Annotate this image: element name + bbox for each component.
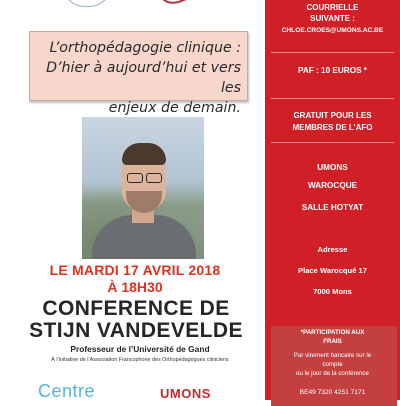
photo-hair [122,143,166,165]
address-city: 7000 Mons [313,287,352,296]
divider [271,98,394,99]
address-label: Adresse [317,245,348,254]
divider [271,142,394,143]
speaker-photo [82,117,204,259]
centre-logo: Centre [38,381,96,401]
free-line-1: GRATUIT POUR LES [293,111,372,120]
umons-logo-icon: UMONS [160,386,211,401]
contact-line-2: SUIVANTE : [310,14,355,23]
paf-price: PAF : 10 EUROS * [297,66,367,75]
payment-text-line-1: Par virement bancaire sur le [293,352,372,359]
venue-line-2: WAROCQUE [307,181,358,190]
info-sidebar [265,0,400,400]
title-line-2: D’hier à aujourd’hui et vers les [46,60,241,96]
event-time: À 18H30 [107,279,163,295]
speaker-name: STIJN VANDEVELDE [29,319,243,342]
swoosh-logo-icon [160,0,188,7]
divider [271,52,394,53]
speaker-affiliation: Professeur de l’Université de Gand [70,344,210,354]
contact-line-1: COURRIELLE [306,3,359,12]
title-line-1: L’orthopédagogie clinique : [49,40,241,56]
initiative-note: À l’initiative de l’Association Francophone des Orthopédagogues cliniciens [51,357,229,363]
title-box [29,31,248,116]
venue-room: SALLE HOTYAT [301,203,364,212]
venue-line-1: UMONS [317,163,348,172]
event-date: LE MARDI 17 AVRIL 2018 [49,262,221,278]
payment-title-line-2: FRAIS [323,338,342,345]
free-line-2: MEMBRES DE L’AFO [292,123,373,132]
contact-email: CHLOE.CROES@UMONS.AC.BE [281,27,384,34]
address-street: Place Warocqué 17 [298,266,367,275]
payment-text-line-3: ou le jour de la conférence [296,370,369,377]
payment-title-line-1: *PARTICIPATION AUX [300,329,365,336]
conference-title [38,38,241,118]
payment-text-line-2: compte [322,361,343,368]
glasses-left-lens [127,173,143,183]
glasses-right-lens [146,173,162,183]
payment-iban: BE49 7320 4251 7171 [299,389,366,396]
afo-logo-icon [62,0,112,7]
title-line-3: enjeux de demain. [108,100,241,116]
conference-heading-line-1: CONFERENCE DE [42,297,230,320]
